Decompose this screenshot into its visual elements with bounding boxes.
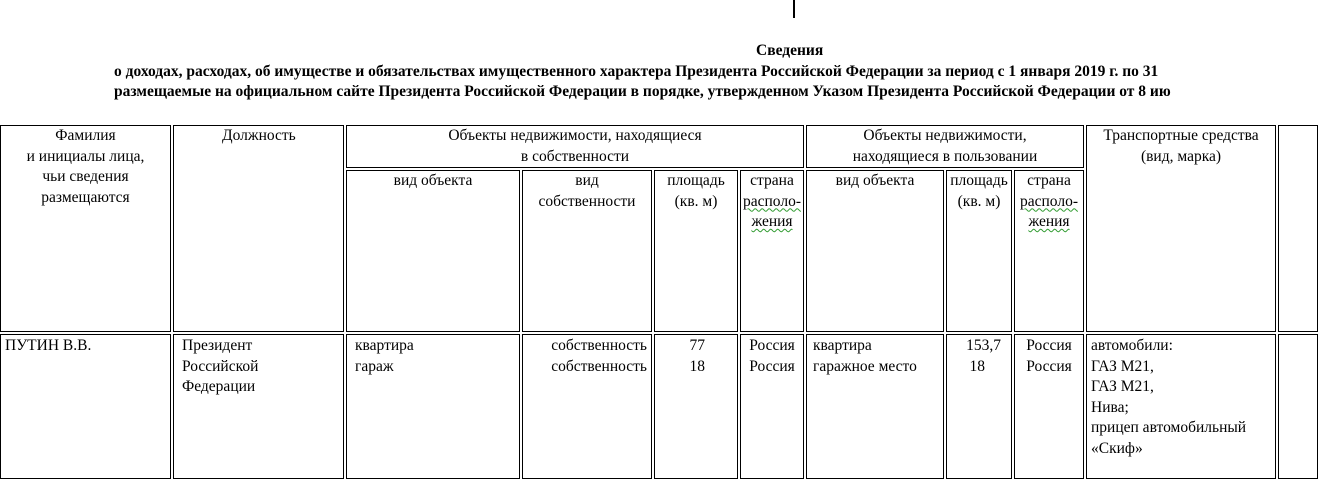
table-row [0,334,1318,479]
column-header-used-area: площадь (кв. м) [946,170,1012,332]
cell-owned-area: 77 18 [654,334,738,479]
cell-position: Президент Российской Федерации [173,334,344,479]
cell-used-area: 153,7 18 [946,334,1012,479]
column-header-owned-type: вид объекта [346,170,520,332]
column-header-vehicles: Транспортные средства (вид, марка) [1086,125,1276,332]
header-subtitle: о доходах, расходах, об имуществе и обязательствах имущественного характера Президента Российской Федерации за период с 1 января 2019 г. по 31 [114,63,1159,80]
column-header-position: Должность [173,125,344,332]
cell-vehicles: автомобили: ГАЗ М21, ГАЗ М21, Нива; прицеп автомобильный «Скиф» [1086,334,1276,479]
cell-owned-country: Россия Россия [740,334,804,479]
cell-used-country: Россия Россия [1014,334,1084,479]
declaration-table [0,123,1320,481]
column-header-used-country: страна располо- жения [1014,170,1084,332]
column-header-person: Фамилия и инициалы лица, чьи сведения размещаются [0,125,171,332]
column-header-owned-property: Объекты недвижимости, находящиеся в собственности [346,125,804,168]
header-publication-note: размещаемые на официальном сайте Президента Российской Федерации в порядке, утвержденном Указом Президента Российской Федерации от 8 ию [114,83,1171,100]
cell-used-types: квартира гаражное место [806,334,944,479]
cell-owned-types: квартира гараж [346,334,520,479]
column-header-used-property: Объекты недвижимости, находящиеся в пользовании [806,125,1084,168]
cell-extra [1278,334,1318,479]
column-header-owned-ownership: вид собственности [522,170,652,332]
column-header-extra [1278,125,1318,332]
column-header-owned-area: площадь (кв. м) [654,170,738,332]
cell-person-name: ПУТИН В.В. [0,334,171,479]
table-header-row [0,125,1318,168]
text-cursor [793,0,795,18]
column-header-used-type: вид объекта [806,170,944,332]
cell-owned-ownership: собственность собственность [522,334,652,479]
column-header-owned-country: страна располо- жения [740,170,804,332]
header-title: Сведения [756,42,824,59]
